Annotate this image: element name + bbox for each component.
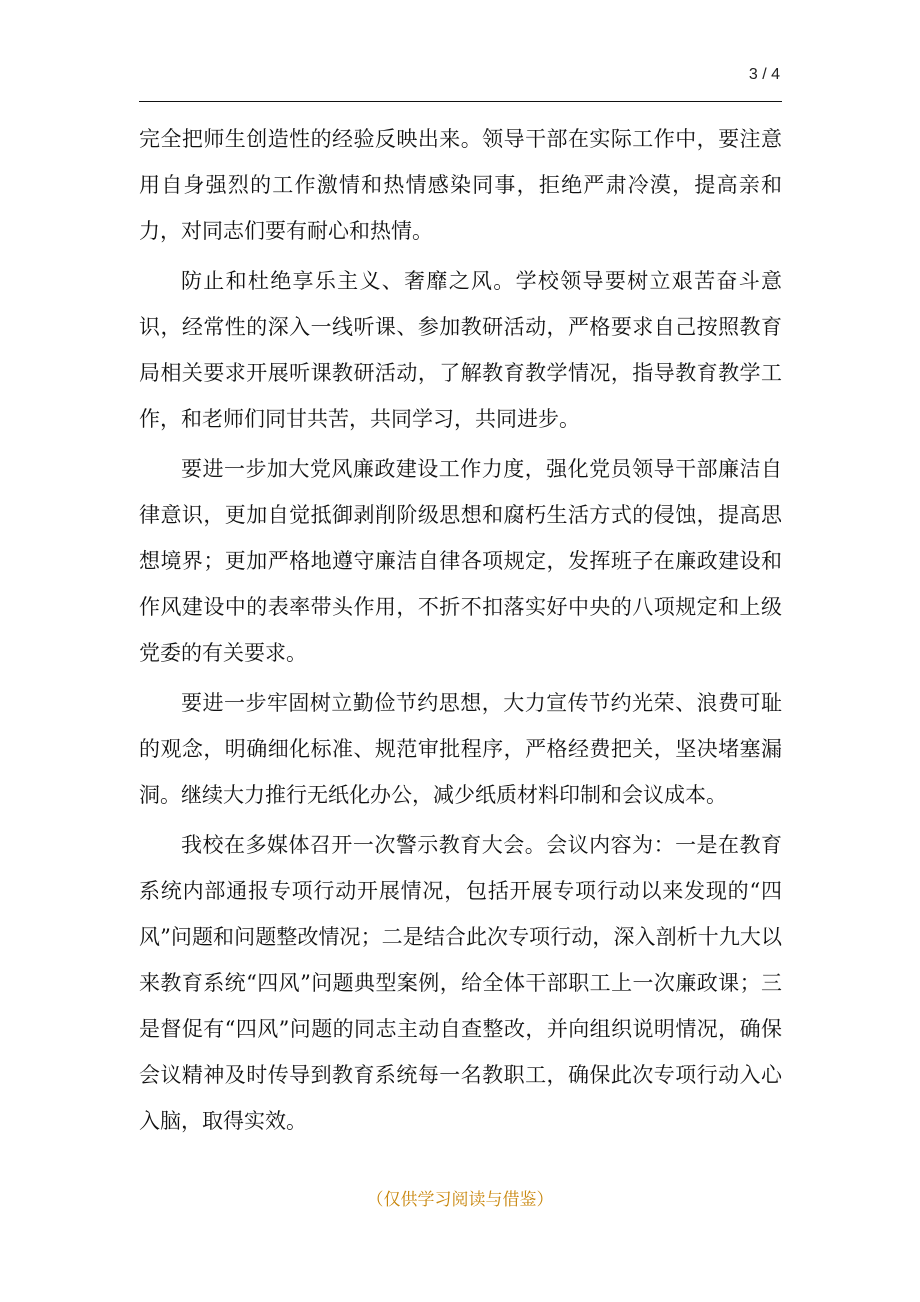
footer-note: （仅供学习阅读与借鉴）: [366, 1190, 554, 1210]
paragraph-2: 防止和杜绝享乐主义、奢靡之风。学校领导要树立艰苦奋斗意识，经常性的深入一线听课、参加教研活动，严格要求自己按照教育局相关要求开展听课教研活动，了解教育教学情况，指导教育教学工作，和老师们同甘共苦，共同学习，共同进步。: [139, 269, 782, 431]
paragraph-3: 要进一步加大党风廉政建设工作力度，强化党员领导干部廉洁自律意识，更加自觉抵御剥削阶级思想和腐朽生活方式的侵蚀，提高思想境界；更加严格地遵守廉洁自律各项规定，发挥班子在廉政建设和作风建设中的表率带头作用，不折不扣落实好中央的八项规定和上级党委的有关要求。: [139, 457, 782, 665]
paragraph-1: 完全把师生创造性的经验反映出来。领导干部在实际工作中，要注意用自身强烈的工作激情和热情感染同事，拒绝严肃冷漠，提高亲和力，对同志们要有耐心和热情。: [139, 127, 782, 243]
paragraph-5: 我校在多媒体召开一次警示教育大会。会议内容为：一是在教育系统内部通报专项行动开展情况，包括开展专项行动以来发现的“四风”问题和问题整改情况；二是结合此次专项行动，深入剖析十九大以来教育系统“四风”问题典型案例，给全体干部职工上一次廉政课；三是督促有“四风”问题的同志主动自查整改，并向组织说明情况，确保会议精神及时传导到教育系统每一名教职工，确保此次专项行动入心入脑，取得实效。: [139, 833, 782, 1133]
page-number: 3 / 4: [748, 66, 780, 83]
document-body: [139, 116, 782, 1148]
paragraph-4: 要进一步牢固树立勤俭节约思想，大力宣传节约光荣、浪费可耻的观念，明确细化标准、规范审批程序，严格经费把关，坚决堵塞漏洞。继续大力推行无纸化办公，减少纸质材料印制和会议成本。: [139, 691, 782, 807]
header-divider: [139, 101, 782, 102]
